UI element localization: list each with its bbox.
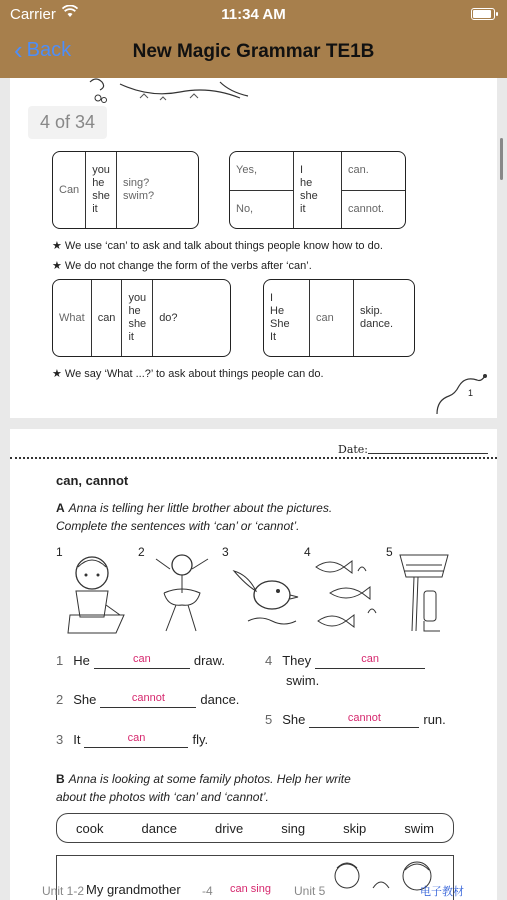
answer-text: can — [132, 653, 151, 665]
answer-text: can — [361, 653, 380, 665]
status-time: 11:34 AM — [221, 6, 286, 23]
answer-blank[interactable] — [84, 732, 188, 748]
table-text: She — [270, 318, 290, 330]
table-text: he — [300, 177, 313, 189]
word-bank-item: drive — [215, 820, 244, 836]
table-text: Can — [59, 183, 80, 196]
table-text: she — [128, 318, 147, 330]
table-text: I — [300, 164, 304, 176]
part-a-instruction — [56, 499, 332, 535]
table-text: you — [92, 164, 110, 176]
exercise-pictures — [56, 545, 456, 637]
page-number: 1 — [467, 388, 473, 398]
picture-number: 1 — [56, 545, 63, 559]
table-text: I — [270, 292, 274, 304]
word-bank — [56, 813, 454, 843]
part-label: A — [56, 501, 65, 515]
unit-tab[interactable]: -4 — [202, 884, 213, 898]
table-text: No, — [230, 190, 293, 229]
table-text: it — [300, 203, 306, 215]
table-cell — [354, 280, 414, 356]
table-cell — [230, 152, 294, 228]
table-cell — [53, 152, 86, 228]
exercise-item-5 — [265, 712, 446, 728]
table-text: you — [128, 292, 147, 304]
table-text: it — [128, 331, 134, 343]
answer-text: can sing — [230, 883, 271, 895]
corner-decoration — [433, 368, 489, 416]
table-cell — [117, 152, 160, 228]
dotted-divider — [10, 457, 497, 459]
book-page-2 — [10, 429, 497, 900]
back-label: Back — [26, 38, 72, 61]
exercise-text: It — [73, 732, 81, 747]
table-cell — [86, 152, 117, 228]
answer-text: cannot — [131, 692, 165, 704]
girl-legs-cast-illustration — [392, 551, 456, 637]
instruction-line: Anna is telling her little brother about the pictures. — [68, 501, 333, 515]
picture-number: 4 — [304, 545, 311, 559]
table-text: he — [128, 305, 141, 317]
table-text: He — [270, 305, 285, 317]
exercise-text: run. — [423, 712, 446, 727]
word-bank-item: sing — [281, 820, 306, 836]
exercise-text: fly. — [192, 732, 209, 747]
table-text: he — [92, 177, 105, 189]
exercise-text: She — [73, 692, 97, 707]
table-text: skip. — [360, 305, 383, 317]
table-cell — [342, 152, 405, 228]
girl-dancing-illustration — [146, 551, 216, 637]
exercise-text: draw. — [193, 653, 225, 668]
table-cell — [294, 152, 342, 228]
answer-blank[interactable] — [309, 712, 419, 728]
answer-text: cannot — [347, 712, 381, 724]
unit-tab[interactable]: Unit 1-2 — [42, 884, 85, 898]
word-bank-item: dance — [141, 820, 177, 836]
table-cell — [122, 280, 153, 356]
battery-icon — [471, 8, 495, 20]
grammar-table-can-question — [52, 151, 199, 229]
grammar-table-can-statement — [263, 279, 415, 357]
exercise-number: 1 — [56, 653, 64, 668]
grammar-table-what-can — [52, 279, 231, 357]
picture-number: 5 — [386, 545, 393, 559]
picture-number: 2 — [138, 545, 145, 559]
exercise-item-4 — [265, 653, 429, 669]
table-text: can. — [348, 164, 369, 177]
table-cell — [264, 280, 310, 356]
nav-title: New Magic Grammar TE1B — [132, 41, 375, 62]
table-text: can — [97, 311, 116, 324]
grammar-note: ★ We do not change the form of the verbs after ‘can’. — [52, 259, 312, 272]
exercise-text: swim. — [286, 673, 320, 688]
scrollbar-thumb[interactable] — [500, 138, 503, 180]
table-text: Yes, — [236, 164, 258, 177]
table-text: do? — [159, 311, 178, 324]
table-text: swim? — [122, 190, 155, 202]
word-bank-item: swim — [404, 820, 434, 836]
exercise-number: 5 — [265, 712, 273, 727]
exercise-item-4-continued — [286, 673, 319, 688]
table-text: It — [270, 331, 277, 343]
bird-flying-illustration — [228, 551, 300, 637]
answer-blank[interactable] — [94, 653, 190, 669]
page-indicator: 4 of 34 — [28, 106, 107, 139]
table-cell — [53, 280, 92, 356]
top-bar — [0, 0, 507, 78]
table-text: she — [92, 190, 110, 202]
table-text: cannot. — [342, 190, 405, 229]
answer-blank[interactable] — [100, 692, 196, 708]
exercise-item-2 — [56, 692, 239, 708]
table-text: can — [316, 311, 334, 324]
brand-watermark: 电子教材 — [420, 886, 464, 898]
grammar-note: ★ We say ‘What ...?’ to ask about things people can do. — [52, 367, 324, 380]
carrier-label: Carrier — [10, 6, 56, 23]
page-decoration-illustration — [80, 78, 270, 108]
instruction-line: about the photos with ‘can’ and ‘cannot’. — [56, 790, 269, 804]
date-label: Date: — [338, 443, 369, 456]
instruction-line: Complete the sentences with ‘can’ or ‘cannot’. — [56, 519, 300, 533]
exercise-number: 3 — [56, 732, 64, 747]
grammar-table-can-answer — [229, 151, 406, 229]
unit-tab[interactable]: Unit 5 — [294, 884, 326, 898]
table-text: sing? — [122, 177, 150, 189]
word-bank-item: skip — [343, 820, 367, 836]
fish-swimming-illustration — [310, 551, 380, 637]
navigation-bar — [0, 34, 507, 74]
table-text: dance. — [360, 318, 394, 330]
table-cell — [92, 280, 123, 356]
answer-blank[interactable] — [315, 653, 425, 669]
picture-number: 3 — [222, 545, 229, 559]
part-label: B — [56, 772, 65, 786]
exercise-text: They — [282, 653, 312, 668]
exercise-text: She — [282, 712, 306, 727]
table-cell — [310, 280, 354, 356]
word-bank-item: cook — [76, 820, 104, 836]
photo-caption: My grandmother — [86, 882, 181, 897]
table-text: What — [59, 311, 85, 324]
exercise-number: 2 — [56, 692, 64, 707]
table-text: it — [92, 203, 98, 215]
exercise-text: He — [73, 653, 90, 668]
chevron-left-icon: ‹ — [14, 35, 23, 65]
part-b-instruction — [56, 770, 351, 806]
book-page-1 — [10, 78, 497, 418]
section-title: can, cannot — [56, 473, 129, 488]
boy-drawing-illustration — [62, 551, 132, 637]
exercise-item-1 — [56, 653, 225, 669]
instruction-line: Anna is looking at some family photos. Help her write — [68, 772, 351, 786]
status-bar — [0, 6, 507, 26]
table-cell — [153, 280, 183, 356]
table-text: she — [300, 190, 318, 202]
answer-text: can — [127, 732, 146, 744]
exercise-number: 4 — [265, 653, 273, 668]
exercise-text: dance. — [200, 692, 240, 707]
exercise-item-3 — [56, 732, 208, 748]
grammar-note: ★ We use ‘can’ to ask and talk about things people know how to do. — [52, 239, 383, 252]
